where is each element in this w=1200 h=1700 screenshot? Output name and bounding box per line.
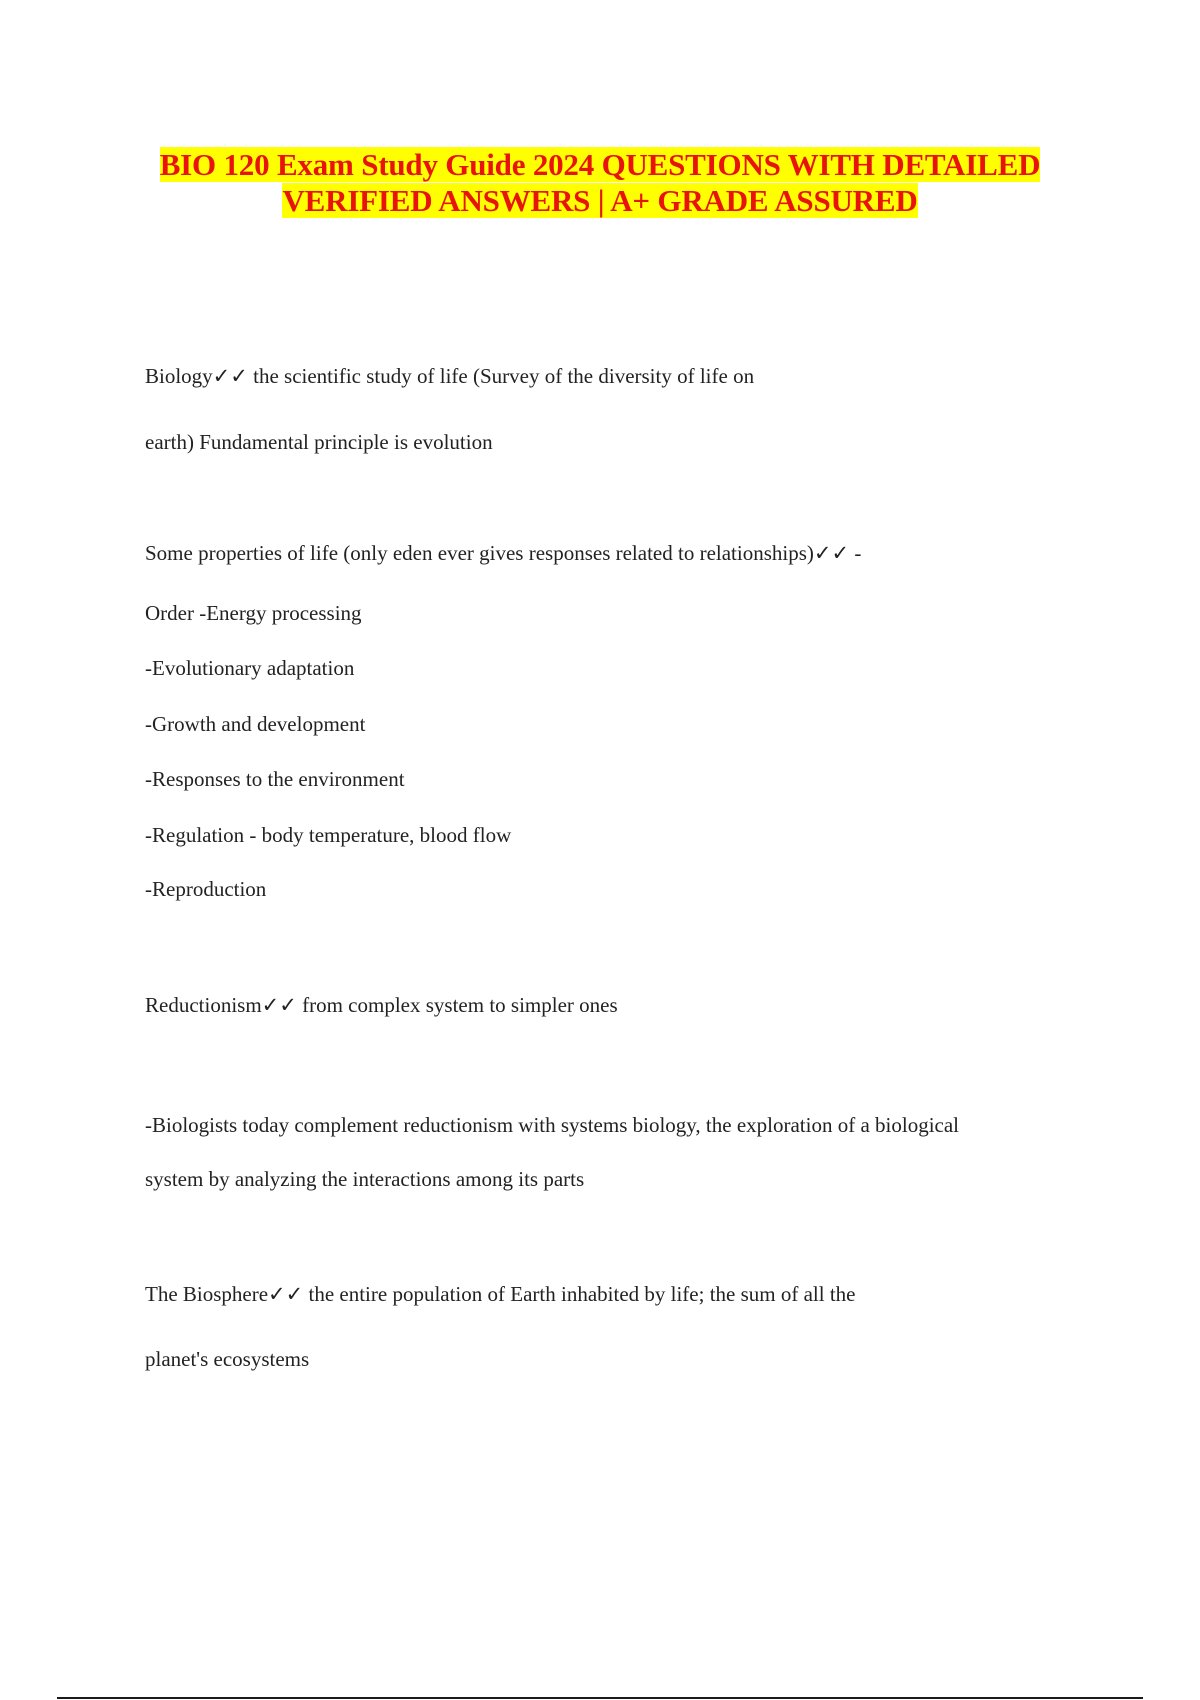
biosphere-definition-line-2: planet's ecosystems bbox=[145, 1347, 310, 1371]
property-item: -Regulation - body temperature, blood flow bbox=[145, 823, 512, 847]
biology-definition-line-1: Biology✓✓ the scientific study of life (Survey of the diversity of life on bbox=[145, 364, 755, 388]
title-line-1: BIO 120 Exam Study Guide 2024 QUESTIONS WITH DETAILED bbox=[159, 147, 1041, 182]
biosphere-definition-line-1: The Biosphere✓✓ the entire population of Earth inhabited by life; the sum of all the bbox=[145, 1282, 856, 1306]
property-item: -Responses to the environment bbox=[145, 767, 405, 791]
properties-heading: Some properties of life (only eden ever gives responses related to relationships)✓✓ - bbox=[145, 541, 862, 565]
property-item: -Evolutionary adaptation bbox=[145, 656, 355, 680]
property-item: -Reproduction bbox=[145, 877, 267, 901]
reductionism-definition: Reductionism✓✓ from complex system to simpler ones bbox=[145, 993, 618, 1017]
property-item: -Growth and development bbox=[145, 712, 366, 736]
document-title bbox=[0, 147, 1200, 219]
systems-biology-line-1: -Biologists today complement reductionism with systems biology, the exploration of a biological bbox=[145, 1113, 960, 1137]
property-item: Order -Energy processing bbox=[145, 601, 362, 625]
systems-biology-line-2: system by analyzing the interactions among its parts bbox=[145, 1167, 585, 1191]
title-line-2: VERIFIED ANSWERS | A+ GRADE ASSURED bbox=[282, 183, 918, 218]
footer-divider bbox=[57, 1697, 1143, 1699]
biology-definition-line-2: earth) Fundamental principle is evolution bbox=[145, 430, 493, 454]
